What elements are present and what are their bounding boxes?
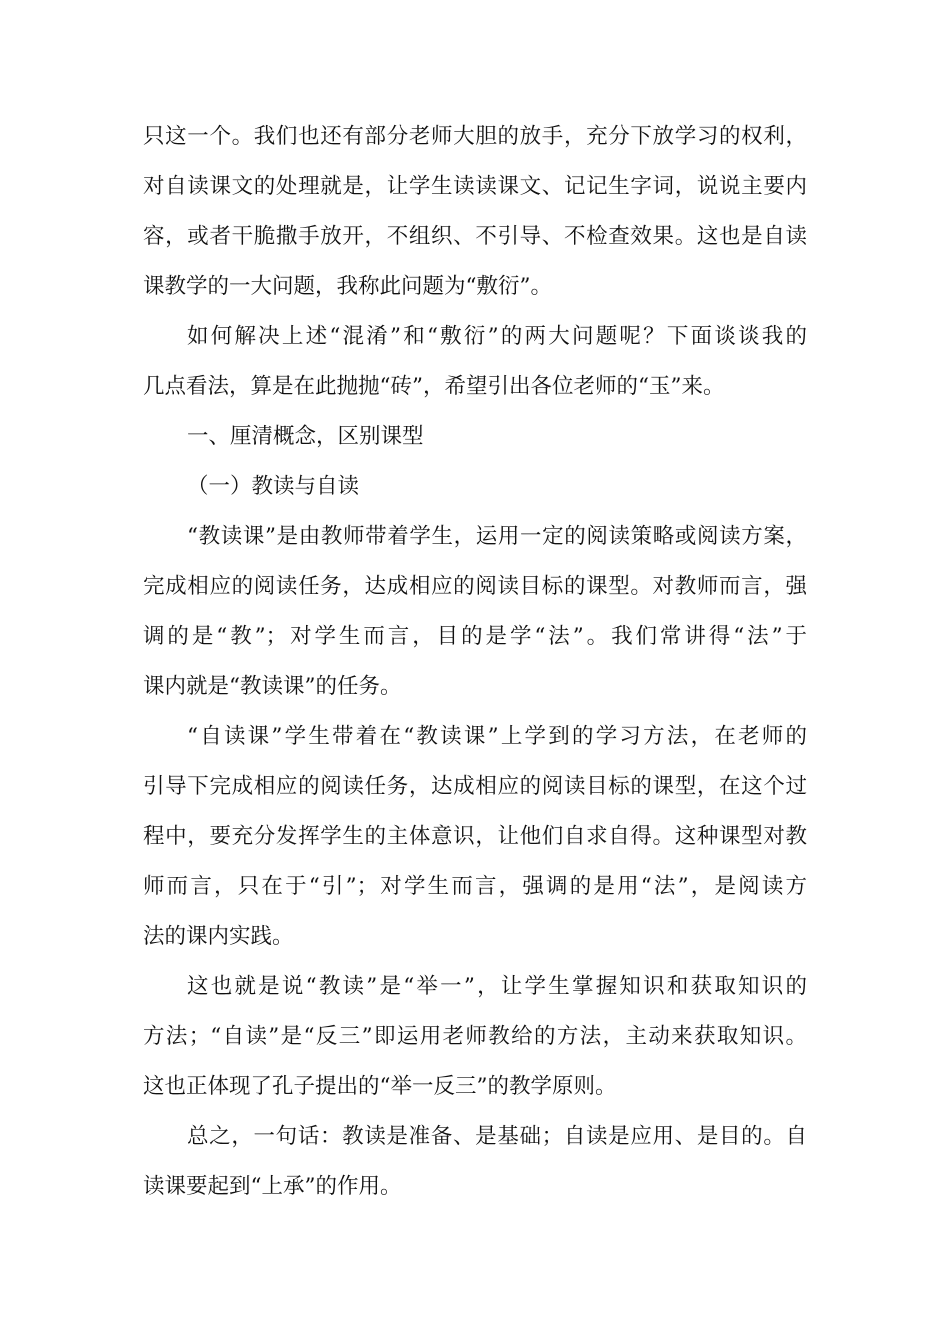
paragraph-6	[143, 1112, 807, 1212]
paragraph-5	[143, 962, 807, 1112]
text-line: 这也正体现了孔子提出的“举一反三”的教学原则。	[143, 1074, 617, 1099]
text-line: 师而言，只在于“引”；对学生而言，强调的是用“法”，是阅读方	[143, 874, 807, 899]
text-line: 法的课内实践。	[143, 924, 294, 949]
text-line: 完成相应的阅读任务，达成相应的阅读目标的课型。对教师而言，强	[143, 574, 807, 599]
text-line: 这也就是说“教读”是“举一”，让学生掌握知识和获取知识的	[187, 974, 807, 999]
heading-text: 一、厘清概念，区别课型	[187, 424, 424, 449]
subsection-heading	[143, 462, 807, 512]
text-line: 如何解决上述“混淆”和“敷衍”的两大问题呢？下面谈谈我的	[187, 324, 807, 349]
paragraph-1	[143, 112, 807, 312]
text-line: “自读课”学生带着在“教读课”上学到的学习方法，在老师的	[187, 724, 807, 749]
paragraph-4	[143, 712, 807, 962]
text-line: 对自读课文的处理就是，让学生读读课文、记记生字词，说说主要内	[143, 174, 807, 199]
section-heading	[143, 412, 807, 462]
paragraph-3	[143, 512, 807, 712]
text-line: 课教学的一大问题，我称此问题为“敷衍”。	[143, 274, 552, 299]
paragraph-2	[143, 312, 807, 412]
text-line: 引导下完成相应的阅读任务，达成相应的阅读目标的课型，在这个过	[143, 774, 807, 799]
body-text	[143, 112, 807, 1212]
text-line: 只这一个。我们也还有部分老师大胆的放手，充分下放学习的权利，	[143, 124, 807, 149]
text-line: 容，或者干脆撒手放开，不组织、不引导、不检查效果。这也是自读	[143, 224, 807, 249]
text-line: 总之，一句话：教读是准备、是基础；自读是应用、是目的。自	[187, 1124, 807, 1149]
heading-text: （一）教读与自读	[187, 474, 360, 499]
text-line: “教读课”是由教师带着学生，运用一定的阅读策略或阅读方案，	[187, 524, 807, 549]
text-line: 读课要起到“上承”的作用。	[143, 1174, 402, 1199]
text-line: 程中，要充分发挥学生的主体意识，让他们自求自得。这种课型对教	[143, 824, 807, 849]
text-line: 课内就是“教读课”的任务。	[143, 674, 402, 699]
text-line: 调的是“教”；对学生而言，目的是学“法”。我们常讲得“法”于	[143, 624, 807, 649]
text-line: 几点看法，算是在此抛抛“砖”，希望引出各位老师的“玉”来。	[143, 374, 725, 399]
text-line: 方法；“自读”是“反三”即运用老师教给的方法，主动来获取知识。	[143, 1024, 807, 1049]
